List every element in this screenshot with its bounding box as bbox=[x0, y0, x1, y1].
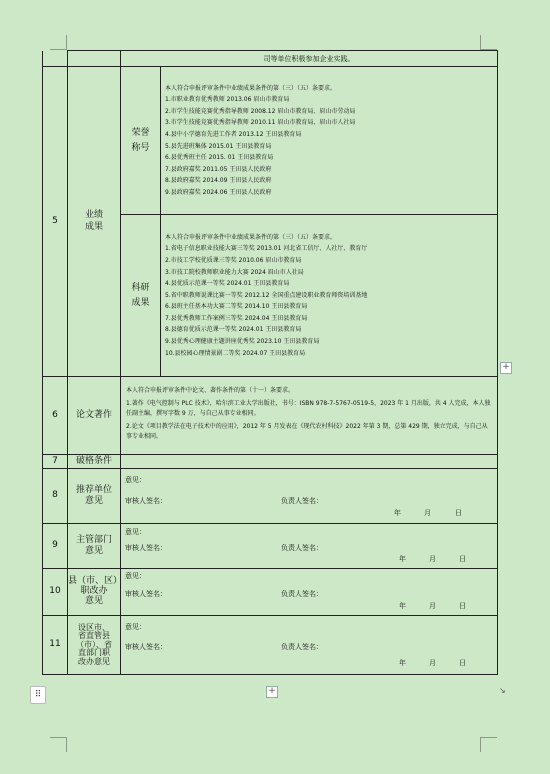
year-label: 年 bbox=[399, 555, 406, 563]
research-label: 科研 成果 bbox=[121, 215, 161, 377]
day-label: 日 bbox=[459, 602, 466, 610]
crop-mark-top-left bbox=[50, 35, 67, 50]
row-10-title: 县（市、区） 职改办 意见 bbox=[68, 569, 121, 616]
month-label: 月 bbox=[429, 555, 436, 563]
honor-intro: 本人符合申报评审条件中业绩成果条件的第（三）（五）条要求。 bbox=[165, 84, 337, 92]
research-item: 5.省中职教师说课比赛一等奖 2012.12 全国重点建设职业教育师资培训基地 bbox=[165, 291, 368, 299]
row-11-title: 设区市、 省直管县 （市）、省 直部门职 改办意见 bbox=[68, 616, 121, 675]
row-10-county bbox=[43, 569, 498, 616]
paper-item: 1.著作《电气控制与 PLC 技术》，哈尔滨工业大学出版社，书号：ISBN 978-7-5767-0519-5，2023 年 1 月出版，共 4 人完成，本人独任副主编，撰写字数 9 万，与自己从事专业相同。 bbox=[126, 400, 491, 417]
day-label: 日 bbox=[455, 509, 462, 517]
continuation-row bbox=[43, 51, 498, 67]
row-8-number: 8 bbox=[43, 469, 68, 524]
table-move-handle-icon[interactable]: ⠿ bbox=[30, 686, 46, 704]
opinion-label: 意见： bbox=[125, 528, 146, 536]
responsible-signature-label: 负责人签名： bbox=[281, 590, 323, 598]
row-10-number: 10 bbox=[43, 569, 68, 616]
honor-list bbox=[161, 81, 497, 201]
row-7-title: 破格条件 bbox=[68, 455, 121, 469]
opinion-label: 意见： bbox=[125, 572, 146, 580]
year-label: 年 bbox=[394, 509, 401, 517]
day-label: 日 bbox=[459, 555, 466, 563]
month-label: 月 bbox=[424, 509, 431, 517]
county-opinion-cell[interactable] bbox=[121, 569, 498, 616]
authority-opinion-cell[interactable] bbox=[121, 524, 498, 569]
honor-label: 荣誉 称号 bbox=[121, 67, 161, 215]
application-form-table bbox=[42, 50, 498, 675]
honor-item: 5.县先进班集体 2015.01 王田县教育局 bbox=[165, 142, 272, 150]
row-5-honors bbox=[43, 67, 498, 215]
honor-item: 1.市职业教育优秀教师 2013.06 眉山市教育局 bbox=[165, 96, 290, 104]
paper-item: 2.论文《项目教学法在电子技术中的应用》，2012 年 5 月发表在《现代农村科技》2022 年第 3 期，总第 429 期，独立完成，与自己从事专业相同。 bbox=[126, 423, 488, 440]
row-11-city bbox=[43, 616, 498, 675]
research-item: 2.市技工学校优质课三等奖 2010.06 眉山市教育局 bbox=[165, 256, 302, 264]
row-6-title: 论文著作 bbox=[68, 377, 121, 455]
row-8-title: 推荐单位 意见 bbox=[68, 469, 121, 524]
recommend-opinion-cell[interactable] bbox=[121, 469, 498, 524]
row-5-number: 5 bbox=[43, 67, 68, 377]
opinion-label: 意见： bbox=[125, 623, 146, 631]
row-6-papers bbox=[43, 377, 498, 455]
research-item: 1.省电子信息职业技能大赛三等奖 2013.01 河北省工信厅、人社厅、教育厅 bbox=[165, 245, 368, 253]
research-intro: 本人符合申报评审条件中业绩成果条件的第（三）（五）条要求。 bbox=[165, 233, 337, 241]
research-item: 10.县校园心理情景剧二等奖 2024.07 王田县教育局 bbox=[165, 349, 306, 357]
crop-mark-bottom-right bbox=[480, 737, 497, 752]
honor-item: 9.县政府嘉奖 2024.06 王田县人民政府 bbox=[165, 188, 272, 196]
research-item: 7.县优秀教师工作案例三等奖 2024.04 王田县教育局 bbox=[165, 314, 308, 322]
add-row-button[interactable]: + bbox=[266, 686, 278, 698]
insert-row-button[interactable]: + bbox=[500, 362, 512, 374]
reviewer-signature-label: 审核人签名： bbox=[125, 544, 167, 552]
row-6-number: 6 bbox=[43, 377, 68, 455]
city-opinion-cell[interactable] bbox=[121, 616, 498, 675]
honor-item: 2.市学生技能竞赛优秀指导教师 2008.12 眉山市教育局、眉山市劳动局 bbox=[165, 107, 356, 115]
month-label: 月 bbox=[429, 659, 436, 667]
year-label: 年 bbox=[399, 602, 406, 610]
continuation-text[interactable]: 司等单位积极参加企业实践。 bbox=[121, 51, 498, 67]
research-item: 3.市技工院校教师职业能力大赛 2024 眉山市人社局 bbox=[165, 268, 304, 276]
research-item: 6.县班主任基本功大赛二等奖 2014.10 王田县教育局 bbox=[165, 303, 308, 311]
row-9-authority bbox=[43, 524, 498, 569]
papers-intro: 本人符合申报评审条件中论文、著作条件的第（十一）条要求。 bbox=[126, 387, 295, 394]
papers-text bbox=[121, 383, 497, 448]
responsible-signature-label: 负责人签名： bbox=[281, 497, 323, 505]
honor-item: 6.县优秀班主任 2015. 01 王田县教育局 bbox=[165, 154, 274, 162]
year-label: 年 bbox=[399, 659, 406, 667]
research-item: 9.县优秀心理健康主题讲座优秀奖 2023.10 王田县教育局 bbox=[165, 338, 320, 346]
research-item: 8.县德育优质示范课一等奖 2024.01 王田县教育局 bbox=[165, 326, 302, 334]
opinion-label: 意见： bbox=[125, 476, 146, 484]
row-8-recommend bbox=[43, 469, 498, 524]
row-9-number: 9 bbox=[43, 524, 68, 569]
month-label: 月 bbox=[429, 602, 436, 610]
row-5-title: 业绩 成果 bbox=[68, 67, 121, 377]
responsible-signature-label: 负责人签名： bbox=[281, 643, 323, 651]
research-item: 4.县优质示范课一等奖 2024.01 王田县教育局 bbox=[165, 280, 290, 288]
honor-content-cell[interactable] bbox=[161, 67, 498, 215]
honor-item: 7.县政府嘉奖 2011.05 王田县人民政府 bbox=[165, 165, 272, 173]
exception-content-cell[interactable] bbox=[121, 455, 498, 469]
day-label: 日 bbox=[459, 659, 466, 667]
papers-content-cell[interactable] bbox=[121, 377, 498, 455]
reviewer-signature-label: 审核人签名： bbox=[125, 497, 167, 505]
row-11-number: 11 bbox=[43, 616, 68, 675]
honor-item: 3.市学生技能竞赛优秀指导教师 2010.11 眉山市教育局、眉山市人社局 bbox=[165, 119, 356, 127]
row-9-title: 主管部门 意见 bbox=[68, 524, 121, 569]
research-list bbox=[161, 230, 497, 362]
responsible-signature-label: 负责人签名： bbox=[281, 544, 323, 552]
honor-item: 8.县政府嘉奖 2014.09 王田县人民政府 bbox=[165, 177, 272, 185]
honor-item: 4.县中小学德育先进工作者 2013.12 王田县教育局 bbox=[165, 130, 302, 138]
crop-mark-top-right bbox=[480, 35, 497, 50]
table-resize-handle-icon[interactable]: ↘ bbox=[499, 686, 506, 695]
reviewer-signature-label: 审核人签名： bbox=[125, 590, 167, 598]
reviewer-signature-label: 审核人签名： bbox=[125, 643, 167, 651]
crop-mark-bottom-left bbox=[50, 737, 67, 752]
row-7-number: 7 bbox=[43, 455, 68, 469]
research-content-cell[interactable] bbox=[161, 215, 498, 377]
row-7-exception bbox=[43, 455, 498, 469]
